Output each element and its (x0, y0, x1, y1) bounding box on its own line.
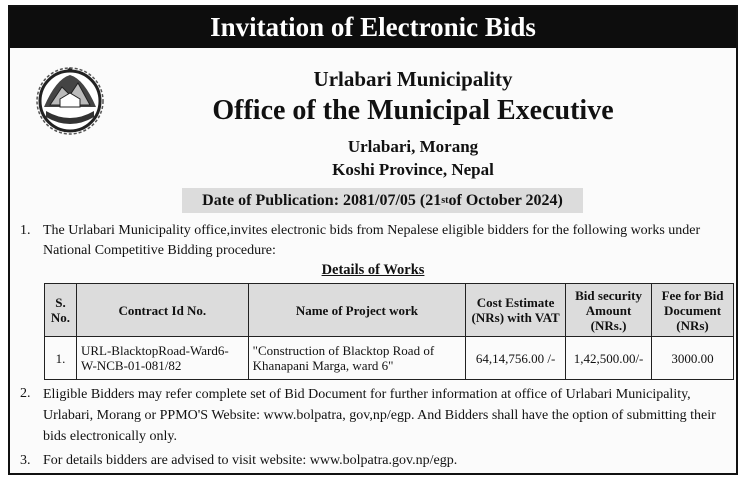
col-header: Contract Id No. (76, 284, 248, 337)
col-header: Fee for Bid Document (NRs) (652, 284, 734, 337)
col-header: S. No. (45, 284, 77, 337)
col-header: Bid security Amount (NRs.) (566, 284, 652, 337)
clause-number: 3. (20, 453, 31, 468)
details-heading: Details of Works (321, 262, 425, 278)
cell-project-name: "Construction of Blacktop Road of Khanapani Marga, ward 6" (248, 337, 466, 380)
clause-text: For details bidders are advised to visit website: www.bolpatra.gov.np/egp. (43, 453, 458, 468)
office-name: Office of the Municipal Executive (212, 95, 614, 126)
clause-text: The Urlabari Municipality office,invites electronic bids from Nepalese eligible bidders for the following works under National Competitive Bidding procedure: (43, 223, 701, 258)
cell-cost-estimate: 64,14,756.00 /- (466, 337, 566, 380)
cell-contract-id: URL-BlacktopRoad-Ward6-W-NCB-01-081/82 (76, 337, 248, 380)
cell-bid-security: 1,42,500.00/- (566, 337, 652, 380)
table-row (45, 337, 734, 380)
municipality-name: Urlabari Municipality (313, 67, 513, 91)
publication-date-prefix: Date of Publication: 2081/07/05 (21 (202, 191, 442, 209)
publication-date-sup: st (441, 195, 449, 206)
notice-title: Invitation of Electronic Bids (10, 7, 736, 48)
cell-fee: 3000.00 (652, 337, 734, 380)
works-table (44, 283, 734, 380)
clause-1 (20, 221, 735, 261)
address-line-2: Koshi Province, Nepal (332, 160, 494, 179)
col-header: Cost Estimate (NRs) with VAT (466, 284, 566, 337)
bid-notice (8, 5, 738, 475)
address-line-1: Urlabari, Morang (347, 137, 479, 156)
clause-number: 1. (20, 223, 31, 238)
col-header: Name of Project work (248, 284, 466, 337)
publication-date (182, 188, 583, 213)
cell-sno: 1. (45, 337, 77, 380)
clause-text: Eligible Bidders may refer complete set of Bid Document for further information at office of Urlabari Municipality, Urlabari, Morang or PPMO'S Website: www.bolpatra, gov,np/egp. And Bidders shall have the option of submitting their bids electronically only. (43, 387, 716, 444)
publication-date-suffix: of October 2024) (448, 191, 563, 209)
clause-3 (20, 451, 735, 471)
clause-number: 2. (20, 386, 31, 401)
clause-2 (20, 384, 735, 447)
table-header-row (45, 284, 734, 337)
